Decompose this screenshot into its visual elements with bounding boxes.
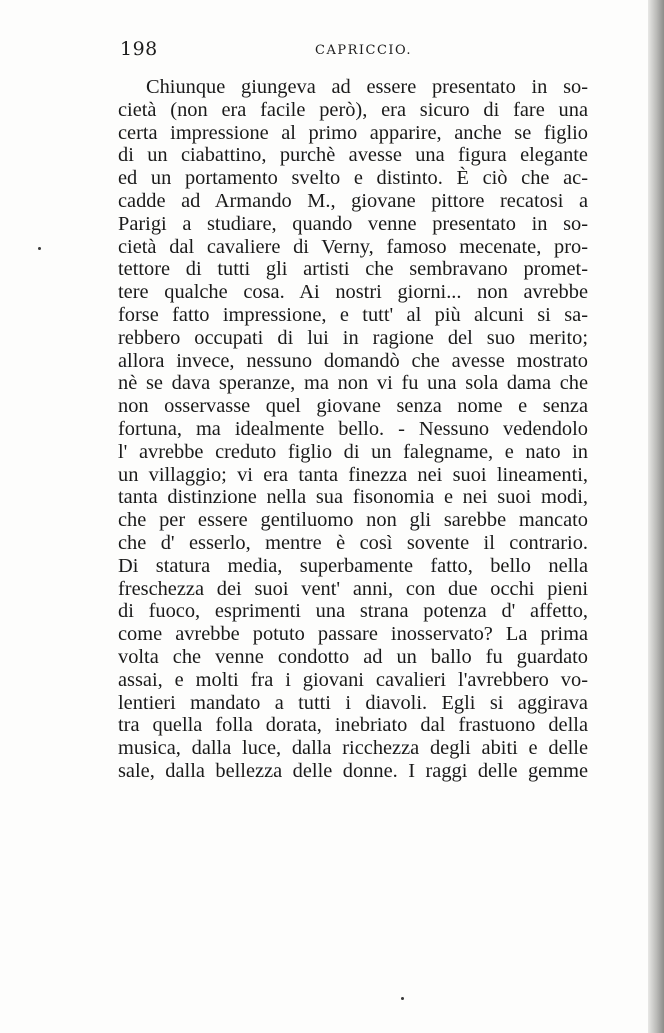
text-line: di un ciabattino, purchè avesse una figura elegante (118, 144, 588, 167)
text-line: ed un portamento svelto e distinto. È ciò che ac- (118, 167, 588, 190)
text-line: Chiunque giungeva ad essere presentato in so- (146, 76, 588, 98)
text-line: fortuna, ma idealmente bello. - Nessuno vedendolo (118, 417, 588, 440)
running-title: CAPRICCIO. (315, 43, 413, 58)
paper-speck (38, 247, 41, 250)
text-line: allora invece, nessuno domandò che avesse mostrato (118, 349, 588, 372)
text-line: rebbero occupati di lui in ragione del suo merito; (118, 326, 588, 349)
text-line: sale, dalla bellezza delle donne. I raggi delle gemme (118, 759, 588, 782)
text-line: tettore di tutti gli artisti che sembravano promet- (118, 258, 588, 281)
text-line: musica, dalla luce, dalla ricchezza degli abiti e delle (118, 737, 588, 760)
text-line: tanta distinzione nella sua fisonomia e nei suoi modi, (118, 486, 588, 509)
page-number: 198 (120, 38, 158, 60)
text-line: cadde ad Armando M., giovane pittore recatosi a (118, 189, 588, 212)
text-line: tra quella folla dorata, inebriato dal frastuono della (118, 714, 588, 737)
text-line: di fuoco, esprimenti una strana potenza d' affetto, (118, 600, 588, 623)
text-line: che d' esserlo, mentre è così sovente il contrario. (118, 531, 588, 554)
text-line: Di statura media, superbamente fatto, bello nella (118, 554, 588, 577)
text-line: che per essere gentiluomo non gli sarebbe mancato (118, 509, 588, 532)
text-line: l' avrebbe creduto figlio di un falegname, e nato in (118, 440, 588, 463)
text-line: lentieri mandato a tutti i diavoli. Egli si aggirava (118, 691, 588, 714)
text-line: un villaggio; vi era tanta finezza nei suoi lineamenti, (118, 463, 588, 486)
text-line: freschezza dei suoi vent' anni, con due occhi pieni (118, 577, 588, 600)
text-line: volta che venne condotto ad un ballo fu guardato (118, 645, 588, 668)
paper-speck (401, 997, 404, 1000)
text-line: certa impressione al primo apparire, anche se figlio (118, 121, 588, 144)
text-line: come avrebbe potuto passare inosservato? La prima (118, 623, 588, 646)
page-edge-shadow (648, 0, 664, 1033)
text-line: forse fatto impressione, e tutt' al più alcuni si sa- (118, 303, 588, 326)
body-text (118, 76, 588, 783)
text-line: tere qualche cosa. Ai nostri giorni... non avrebbe (118, 281, 588, 304)
text-line: cietà (non era facile però), era sicuro di fare una (118, 98, 588, 121)
text-line: cietà dal cavaliere di Verny, famoso mecenate, pro- (118, 235, 588, 258)
text-line: assai, e molti fra i giovani cavalieri l'avrebbero vo- (118, 668, 588, 691)
page-header (120, 38, 586, 68)
text-line: Parigi a studiare, quando venne presentato in so- (118, 212, 588, 235)
text-line: nè se dava speranze, ma non vi fu una sola dama che (118, 372, 588, 395)
text-line: non osservasse quel giovane senza nome e senza (118, 395, 588, 418)
